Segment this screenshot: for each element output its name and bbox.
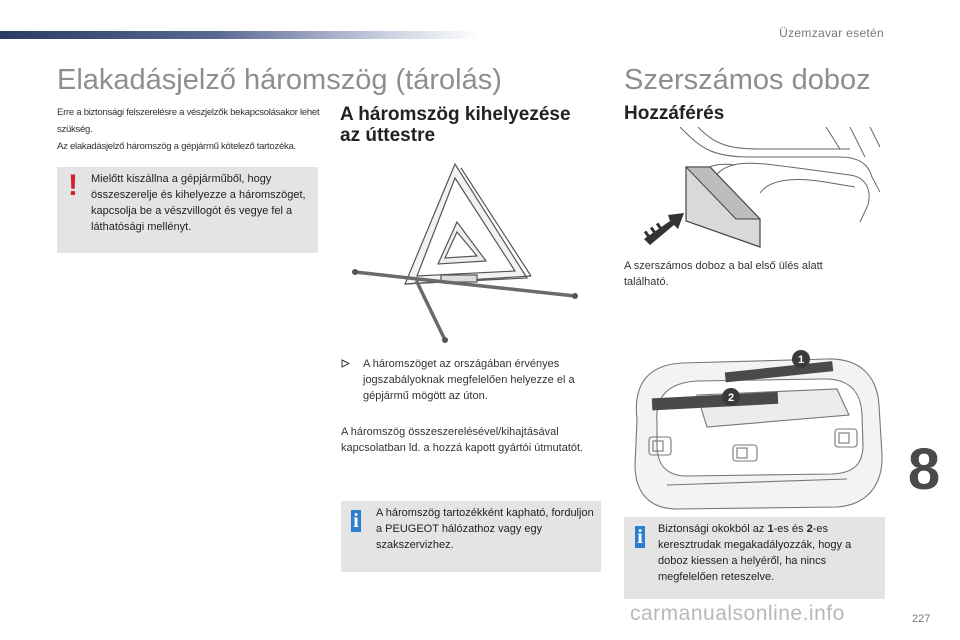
info-text-part: -es keresztrudak megakadályozzák, hogy a doboz kiessen a helyéről, ha nincs megfelelően reteszelve. (658, 523, 852, 583)
page-number: 227 (912, 613, 931, 625)
warning-box (57, 167, 318, 253)
info-text-part: Biztonsági okokból az (658, 523, 768, 535)
info-icon: i (635, 526, 645, 548)
info-text-crossbars (658, 521, 880, 585)
arrow-icon (644, 213, 684, 245)
subsection-title-access: Hozzáférés (624, 103, 725, 124)
chapter-number: 8 (907, 437, 941, 502)
assembly-note: A háromszög összeszerelésével/kihajtásával kapcsolatban ld. a hozzá kapott gyártói útmutatót. (341, 426, 584, 454)
info-ref-2: 2 (806, 523, 813, 535)
info-box-crossbars (624, 517, 885, 599)
toolbox-location-text: A szerszámos doboz a bal első ülés alatt található. (624, 260, 823, 288)
section-title-triangle-placement (340, 104, 600, 146)
section-title-triangle-storage: Elakadásjelző háromszög (tárolás) (57, 64, 502, 96)
toolbox-location-illustration (640, 127, 880, 252)
info-icon: i (351, 510, 361, 532)
info-text-part: -es és (773, 523, 807, 535)
intro-line-1: Erre a biztonsági felszerelésre a vészjelzők bekapcsolásakor lehet szükség. (57, 107, 320, 135)
warning-text: Mielőtt kiszállna a gépjárműből, hogy összeszerelje és kihelyezze a háromszöget, kapcsolja be a vészvillogót és vegye fel a láthatósági mellényt. (91, 173, 306, 233)
intro-text (57, 104, 322, 155)
intro-line-2: Az elakadásjelző háromszög a gépjármű kötelező tartozéka. (57, 141, 296, 152)
header-gradient-bar (0, 31, 480, 39)
bullet-icon (341, 356, 355, 373)
watermark: carmanualsonline.info (630, 602, 845, 625)
warning-icon: ! (68, 169, 78, 202)
info-box-accessory (341, 501, 601, 572)
chapter-title: Üzemzavar esetén (779, 26, 884, 40)
info-ref-1: 1 (767, 523, 774, 535)
info-text-accessory: A háromszög tartozékként kapható, forduljon a PEUGEOT hálózathoz vagy egy szakszervizhez. (376, 507, 594, 551)
toolbox-crossbars-illustration (627, 345, 889, 515)
instruction-bullet (341, 356, 601, 406)
bullet-text: A háromszöget az országában érvényes jogszabályoknak megfelelően helyezze el a gépjármű mögött az úton. (363, 358, 575, 402)
section-title-toolbox: Szerszámos doboz (624, 64, 871, 96)
callout-label-2: 2 (727, 392, 735, 404)
callout-label-1: 1 (797, 354, 805, 366)
title-line-2: az úttestre (340, 125, 436, 146)
warning-triangle-illustration (345, 158, 585, 348)
title-line-1: A háromszög kihelyezése (340, 104, 571, 125)
